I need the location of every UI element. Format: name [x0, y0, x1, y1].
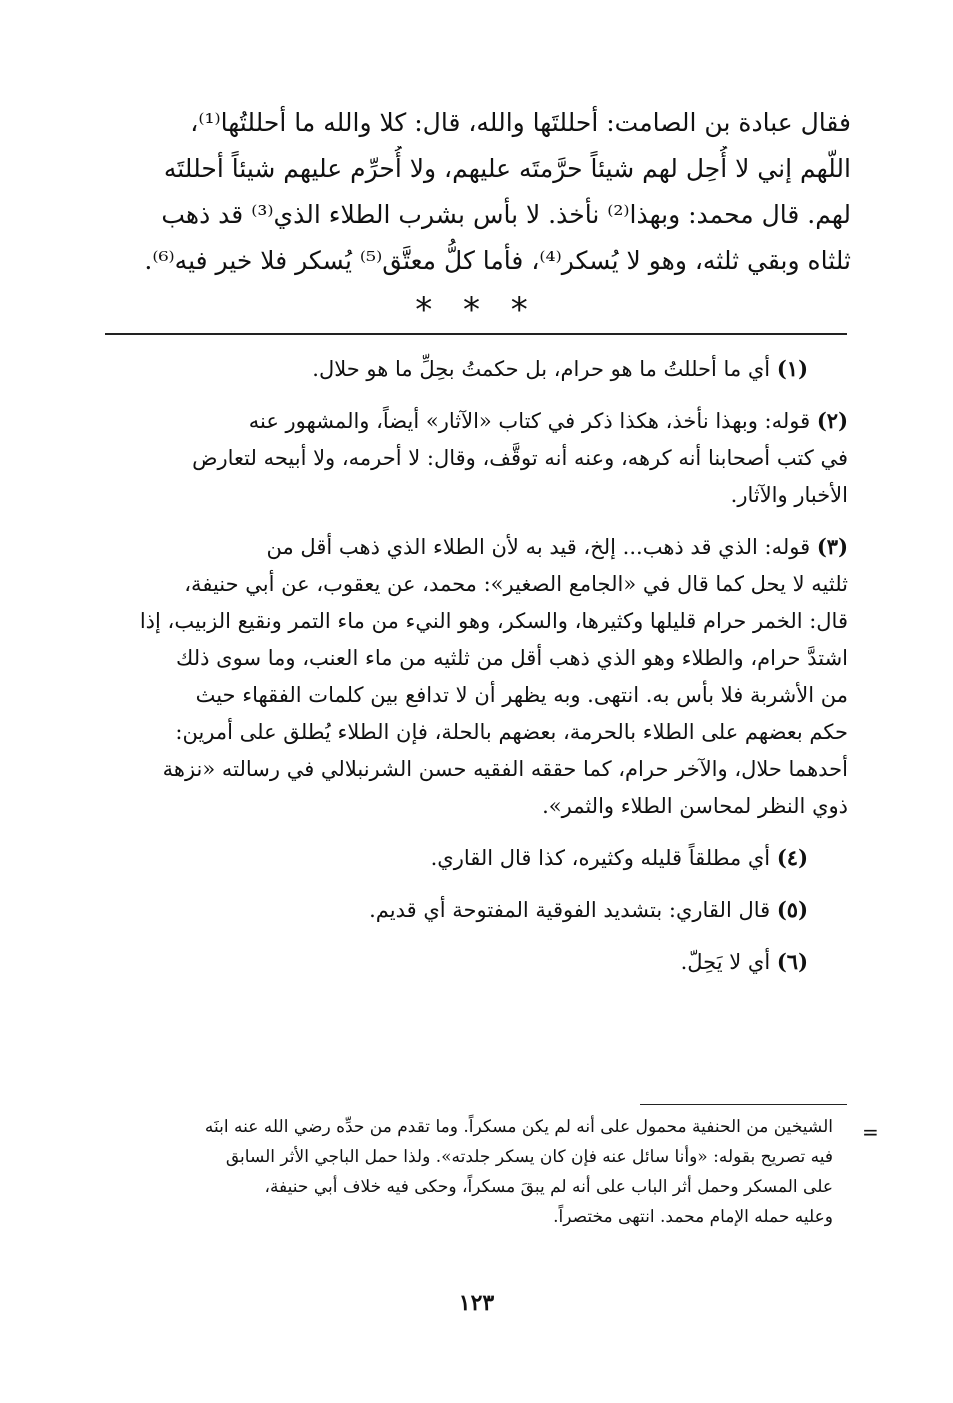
footnote-number: (١)	[776, 356, 808, 381]
footnote-2	[105, 402, 848, 514]
footnote-text: قال القاري: بتشديد الفوقية المفتوحة أي قديم.	[369, 898, 771, 922]
footnote-number: (٦)	[776, 949, 808, 974]
continuation-marker: =	[862, 1120, 879, 1144]
footnotes	[105, 350, 848, 995]
continued-note-line: الشيخين من الحنفية محمول على أنه لم يكن مسكراً. وما تقدم من حدِّه رضي الله عنه ابنَه	[204, 1117, 833, 1137]
footnote-number: (٣)	[816, 534, 848, 559]
footnote-line	[105, 528, 848, 566]
footnote-6	[105, 943, 848, 981]
continued-note-line: فيه تصريح بقوله: «وأنا سائل عنه فإن كان يسكر جلدته». ولذا حمل الباجي الأثر السابق	[225, 1147, 833, 1167]
main-text-line: لهم. قال محمد: وبهذا⁽²⁾ نأخذ. لا بأس بشرب الطلاء الذي⁽³⁾ قد ذهب	[161, 200, 851, 229]
footnote-text: قوله: وبهذا نأخذ، هكذا ذكر في كتاب «الآثار» أيضاً، والمشهور عنه	[248, 409, 811, 433]
footnote-number: (٥)	[776, 897, 808, 922]
footnote-line: أحدهما حلال، والآخر حرام، كما حققه الفقيه حسن الشرنبلالي في رسالته «نزهة	[162, 757, 848, 781]
continued-note-divider	[640, 1104, 847, 1105]
footnote-number: (٤)	[776, 845, 808, 870]
footnote-line: ذوي النظر لمحاسن الطلاء والثمر».	[542, 794, 848, 818]
continued-note	[105, 1112, 833, 1232]
footnote-text: أي لا يَحِلّ.	[680, 950, 771, 974]
footnote-number: (٢)	[816, 408, 848, 433]
main-text-line: ثلثاه وبقي ثلثه، وهو لا يُسكر⁽⁴⁾، فأما كلُّ معتَّق⁽⁵⁾ يُسكر فلا خير فيه⁽⁶⁾.	[144, 246, 851, 275]
footnote-line: اشتدَّ حرام، والطلاء وهو الذي ذهب أقل من ثلثيه من ماء العنب، وما سوى ذلك	[176, 646, 848, 670]
main-text-line: اللّهم إني لا أُحِل لهم شيئاً حرَّمتَه عليهم، ولا أُحرِّم عليهم شيئاً أحللتَه	[163, 154, 851, 183]
footnote-divider	[105, 333, 847, 335]
main-text	[105, 100, 851, 284]
footnote-line: قال: الخمر حرام قليلها وكثيرها، والسكر، وهو النيء من ماء التمر ونقيع الزبيب، إذا	[139, 609, 848, 633]
footnote-4	[105, 839, 848, 877]
footnote-line: في كتب أصحابنا أنه كرهه، وعنه أنه توقَّف، وقال: لا أحرمه، ولا أبيحه لتعارض	[192, 446, 848, 470]
footnote-line: حكم بعضهم على الطلاء بالحرمة، بعضهم بالحلة، فإن الطلاء يُطلق على أمرين:	[175, 720, 848, 744]
page-number: ١٢٣	[458, 1290, 495, 1316]
footnote-text: أي ما أحللتُ ما هو حرام، بل حكمتُ بحِلِّ ما هو حلال.	[312, 357, 771, 381]
footnote-line: الأخبار والآثار.	[730, 483, 848, 507]
footnote-line	[105, 402, 848, 440]
footnote-text: قوله: الذي قد ذهب... إلخ، قيد به لأن الطلاء الذي ذهب أقل من	[266, 535, 811, 559]
footnote-3	[105, 528, 848, 825]
main-text-line: فقال عبادة بن الصامت: أحللتَها والله، قال: كلا والله ما أحللتُها⁽¹⁾،	[190, 108, 851, 137]
continued-note-line: وعليه حمله الإمام محمد. انتهى مختصراً.	[553, 1207, 833, 1227]
footnote-1	[105, 350, 848, 388]
footnote-5	[105, 891, 848, 929]
footnote-line: ثلثيه لا يحل كما قال في «الجامع الصغير»: محمد، عن يعقوب، عن أبي حنيفة،	[184, 572, 848, 596]
footnote-line: من الأشربة فلا بأس به. انتهى. وبه يظهر أن لا تدافع بين كلمات الفقهاء حيث	[195, 683, 848, 707]
continued-note-line: على المسكر وحمل أثر الباب على أنه لم يبقَ مسكراً، وحكى فيه خلاف أبي حنيفة،	[264, 1177, 833, 1197]
section-separator: * * *	[415, 290, 538, 330]
footnote-text: أي مطلقاً قليله وكثيره، كذا قال القاري.	[430, 846, 771, 870]
